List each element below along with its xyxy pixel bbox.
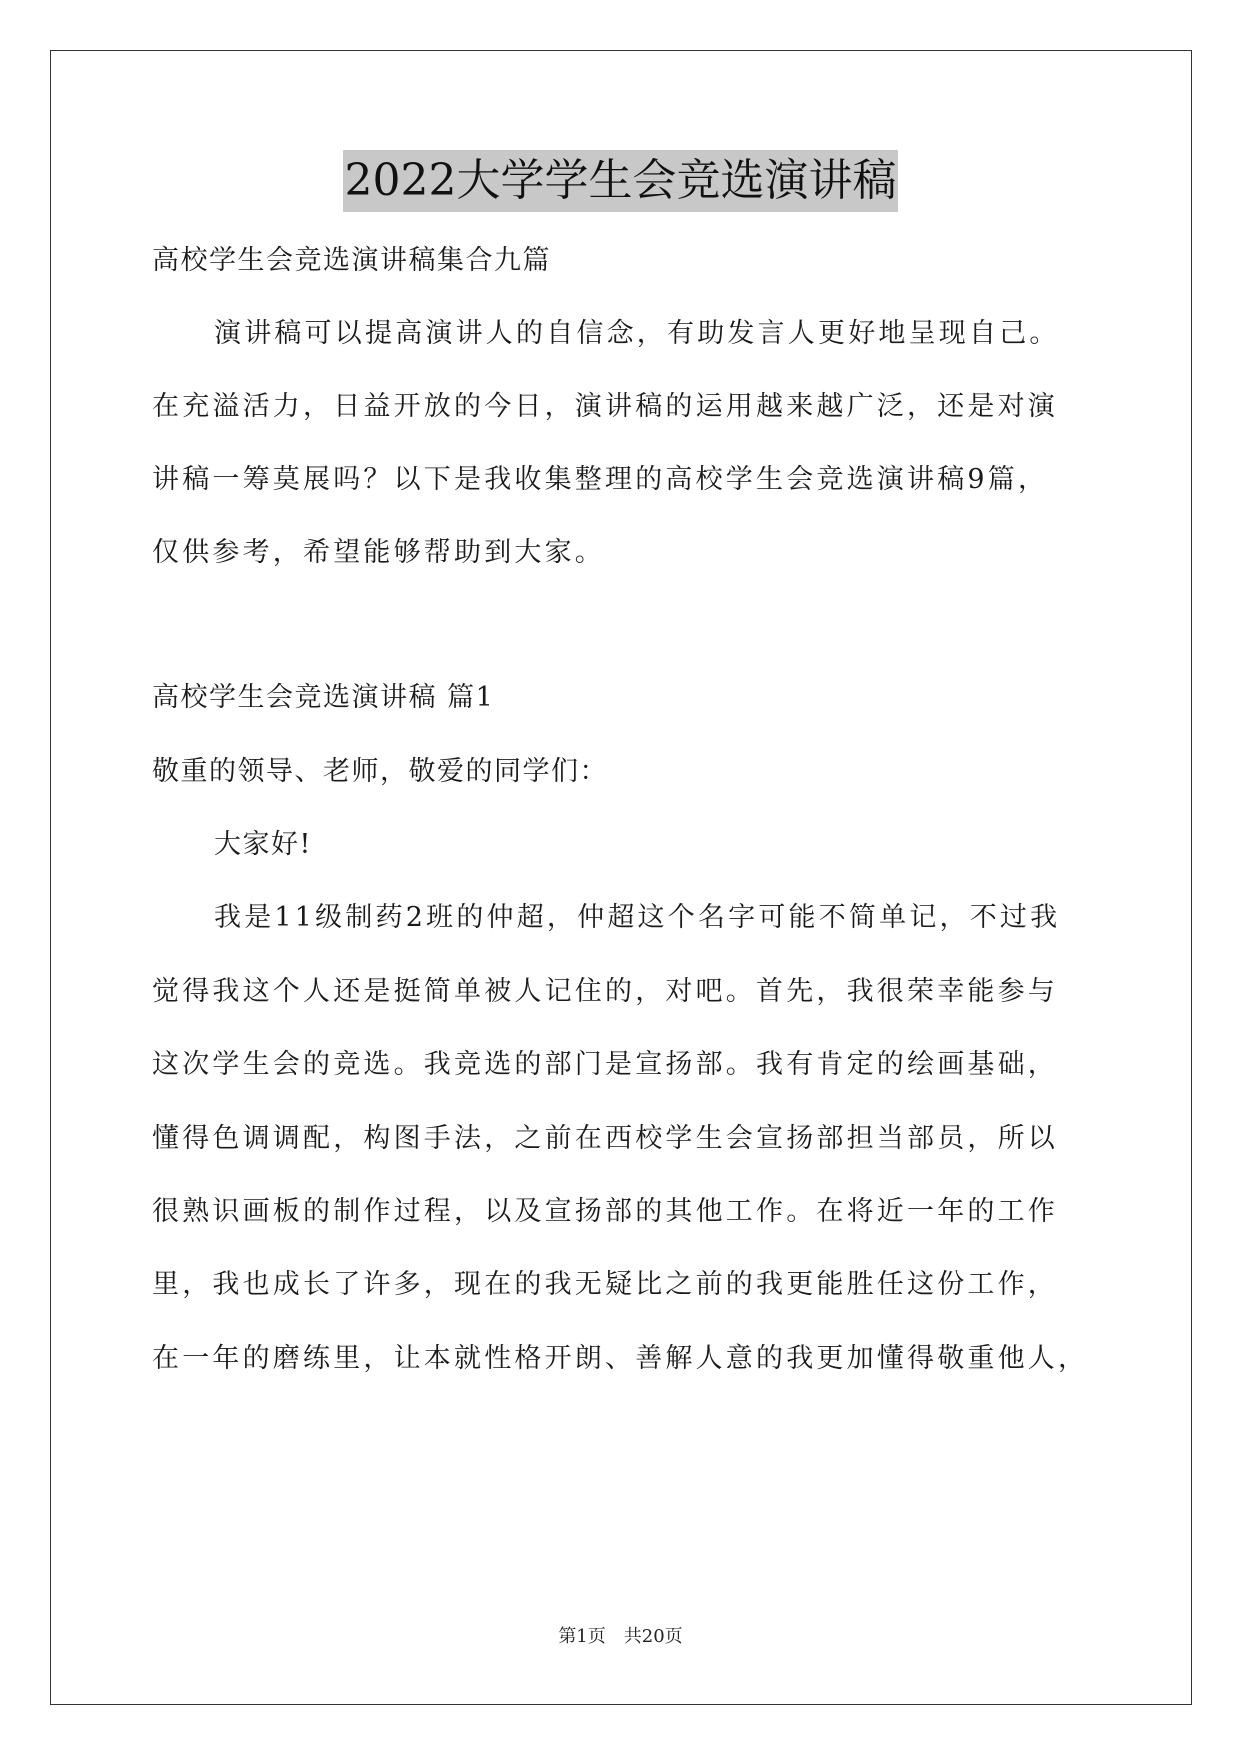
- body-line: 觉得我这个人还是挺简单被人记住的，对吧。首先，我很荣幸能参与: [152, 976, 1058, 1007]
- intro-line: 讲稿一筹莫展吗？以下是我收集整理的高校学生会竞选演讲稿9篇，: [152, 464, 1049, 495]
- intro-line: 演讲稿可以提高演讲人的自信念，有助发言人更好地呈现自己。: [214, 318, 1060, 349]
- body-line: 这次学生会的竞选。我竞选的部门是宣扬部。我有肯定的绘画基础，: [152, 1049, 1058, 1080]
- body-line: 在一年的磨练里，让本就性格开朗、善解人意的我更加懂得敬重他人，: [152, 1343, 1089, 1374]
- section-heading: 高校学生会竞选演讲稿 篇1: [152, 682, 495, 713]
- body-line: 很熟识画板的制作过程，以及宣扬部的其他工作。在将近一年的工作: [152, 1196, 1058, 1227]
- document-title: 2022大学学生会竞选演讲稿: [343, 150, 899, 212]
- body-line: 懂得色调调配，构图手法，之前在西校学生会宣扬部担当部员，所以: [152, 1123, 1058, 1154]
- title-container: [0, 150, 1241, 212]
- salutation: 敬重的领导、老师，敬爱的同学们：: [152, 756, 608, 787]
- page-number-footer: 第1页 共20页: [558, 1626, 683, 1647]
- greeting: 大家好!: [214, 829, 312, 860]
- subtitle: 高校学生会竞选演讲稿集合九篇: [152, 245, 551, 276]
- page-border: [50, 50, 1192, 1705]
- body-line: 里，我也成长了许多，现在的我无疑比之前的我更能胜任这份工作，: [152, 1269, 1058, 1300]
- body-line: 我是11级制药2班的仲超，仲超这个名字可能不简单记，不过我: [214, 902, 1061, 933]
- intro-line: 仅供参考，希望能够帮助到大家。: [152, 537, 605, 568]
- intro-line: 在充溢活力，日益开放的今日，演讲稿的运用越来越广泛，还是对演: [152, 391, 1058, 422]
